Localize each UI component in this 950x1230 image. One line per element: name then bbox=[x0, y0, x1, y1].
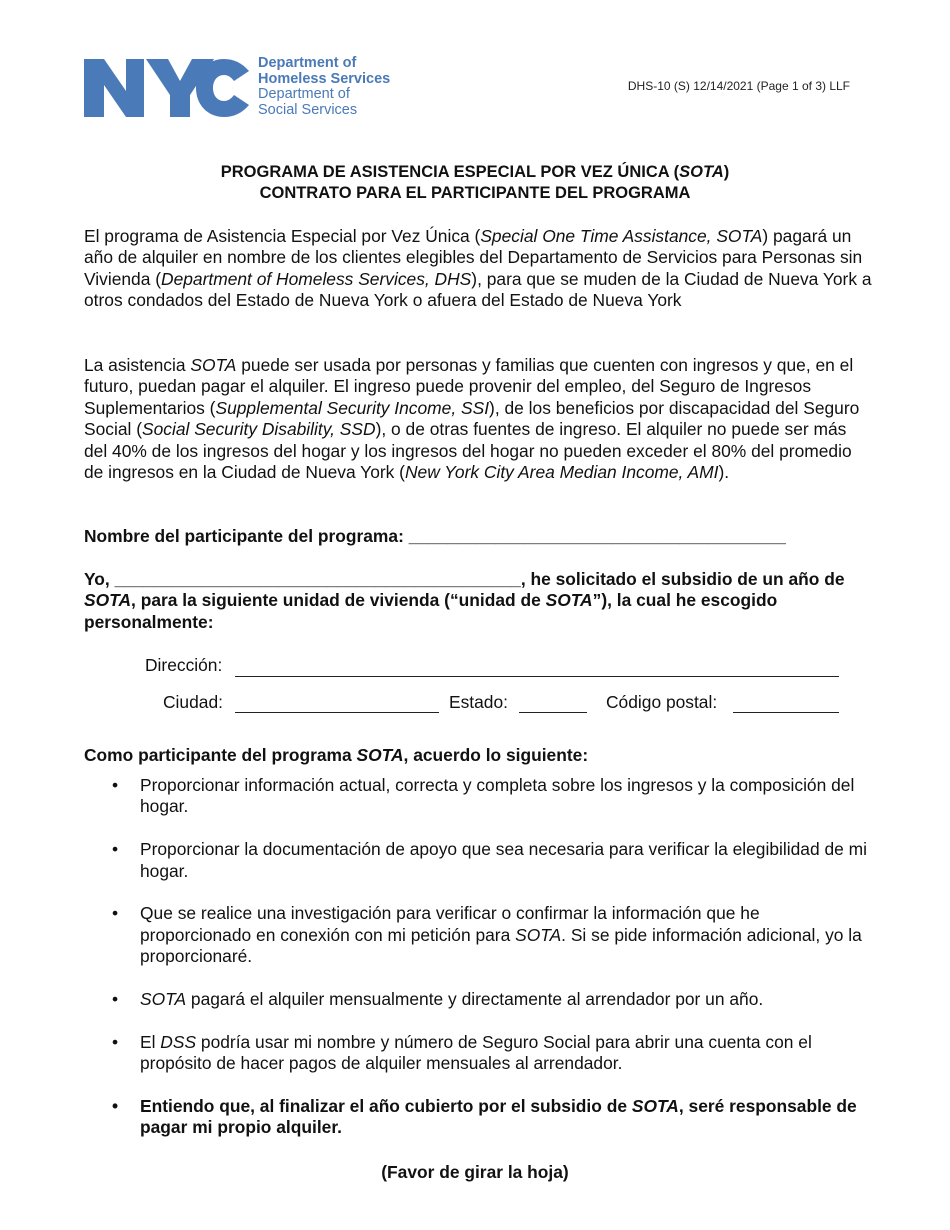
em-text: SOTA bbox=[515, 924, 562, 945]
text: ), de los beneficios por discapacidad del Seguro Social ( bbox=[84, 397, 860, 440]
text: , he solicitado el subsidio de un año de bbox=[520, 569, 845, 589]
agreement-heading bbox=[84, 745, 588, 766]
em-text: SOTA bbox=[190, 355, 237, 375]
yo-name-field[interactable]: __________________________________________ bbox=[114, 569, 521, 589]
yo-statement bbox=[84, 569, 854, 633]
em-text: SOTA bbox=[356, 745, 404, 765]
estado-label: Estado: bbox=[449, 692, 508, 712]
agreement-list bbox=[84, 775, 874, 1160]
eligibility-paragraph bbox=[84, 355, 874, 483]
title-line-1 bbox=[0, 162, 950, 183]
estado-field[interactable] bbox=[519, 712, 587, 713]
direccion-field[interactable] bbox=[235, 676, 839, 677]
em-text: SOTA bbox=[140, 989, 187, 1010]
title-em: SOTA bbox=[679, 163, 724, 181]
em-text: Social Security Disability, SSD bbox=[142, 419, 376, 440]
text: Como participante del programa bbox=[84, 745, 357, 765]
title-line-2: CONTRATO PARA EL PARTICIPANTE DEL PROGRAMA bbox=[259, 184, 691, 202]
agency-line-1: Department of bbox=[258, 55, 357, 71]
ciudad-label: Ciudad: bbox=[163, 692, 223, 712]
text: Entiendo que, al finalizar el año cubierto por el subsidio de bbox=[140, 1096, 632, 1117]
agency-line-4: Social Services bbox=[258, 101, 358, 118]
title-text: ) bbox=[723, 163, 730, 181]
text: ”), la cual he escogido personalmente: bbox=[84, 590, 778, 632]
text: , acuerdo lo siguiente: bbox=[403, 745, 589, 765]
participant-name-label: Nombre del participante del programa: bbox=[84, 526, 404, 546]
list-item bbox=[84, 1032, 874, 1075]
turn-page-note: (Favor de girar la hoja) bbox=[381, 1162, 569, 1182]
text: puede ser usada por personas y familias que cuenten con ingresos y que, en el futuro, puedan pagar el alquiler. El ingreso puede provenir del empleo, del Seguro de Ingresos Suplementarios ( bbox=[84, 355, 854, 418]
em-text: DSS bbox=[160, 1031, 197, 1052]
list-item: • Proporcionar la documentación de apoyo que sea necesaria para verificar la elegibilidad de mi hogar. bbox=[84, 839, 874, 882]
text: El bbox=[140, 1031, 161, 1052]
text: ) pagará un año de alquiler en nombre de los clientes elegibles del Departamento de Servicios para Personas sin Vivienda ( bbox=[84, 226, 863, 289]
direccion-label: Dirección: bbox=[145, 655, 223, 675]
agency-line-3: Department of bbox=[258, 86, 350, 102]
text: ), o de otras fuentes de ingreso. El alquiler no puede ser más del 40% de los ingresos del hogar y los ingresos del hogar no pueden exceder el 80% del promedio de ingresos en la Ciudad de Nueva York ( bbox=[84, 419, 852, 483]
text: . Si se pide información adicional, yo la proporcionaré. bbox=[140, 924, 862, 967]
text: La asistencia bbox=[84, 355, 191, 375]
agency-name bbox=[258, 56, 390, 118]
em-text: SOTA bbox=[631, 1096, 679, 1117]
em-text: Special One Time Assistance, SOTA bbox=[480, 226, 763, 246]
text: , para la siguiente unidad de vivienda (“unidad de bbox=[131, 590, 546, 611]
codigo-postal-label: Código postal: bbox=[606, 692, 718, 712]
list-item bbox=[84, 1096, 874, 1139]
text: Que se realice una investigación para verificar o confirmar la información que he proporcionado en conexión con mi petición para bbox=[140, 903, 760, 945]
intro-paragraph bbox=[84, 226, 874, 312]
em-text: New York City Area Median Income, AMI bbox=[404, 462, 719, 483]
agency-line-2: Homeless Services bbox=[258, 70, 391, 87]
text: El programa de Asistencia Especial por Vez Única ( bbox=[84, 226, 481, 246]
em-text: SOTA bbox=[545, 590, 593, 611]
document-title bbox=[0, 162, 950, 204]
ciudad-field[interactable] bbox=[235, 712, 439, 713]
title-text: PROGRAMA DE ASISTENCIA ESPECIAL POR VEZ ÚNICA ( bbox=[220, 163, 680, 181]
codigo-postal-field[interactable] bbox=[733, 712, 839, 713]
participant-name-line bbox=[84, 526, 786, 547]
text: ). bbox=[718, 462, 730, 483]
em-text: Supplemental Security Income, SSI bbox=[215, 397, 490, 418]
text: ), para que se muden de la Ciudad de Nueva York a otros condados del Estado de Nueva York o afuera del Estado de Nueva York bbox=[84, 268, 872, 311]
participant-name-field[interactable]: _______________________________________ bbox=[408, 526, 786, 546]
list-item bbox=[84, 903, 874, 967]
em-text: SOTA bbox=[84, 590, 132, 611]
text: , seré responsable de pagar mi propio alquiler. bbox=[140, 1096, 857, 1138]
nyc-logo-mark bbox=[84, 59, 249, 117]
list-item: • Proporcionar información actual, correcta y completa sobre los ingresos y la composición del hogar. bbox=[84, 775, 874, 818]
text: Yo, bbox=[84, 569, 115, 589]
list-item bbox=[84, 989, 874, 1010]
em-text: Department of Homeless Services, DHS bbox=[161, 268, 472, 289]
form-id: DHS-10 (S) 12/14/2021 (Page 1 of 3) LLF bbox=[627, 79, 850, 93]
text: pagará el alquiler mensualmente y directamente al arrendador por un año. bbox=[186, 989, 764, 1010]
text: podría usar mi nombre y número de Seguro Social para abrir una cuenta con el propósito de hacer pagos de alquiler mensuales al arrendador. bbox=[140, 1031, 812, 1074]
